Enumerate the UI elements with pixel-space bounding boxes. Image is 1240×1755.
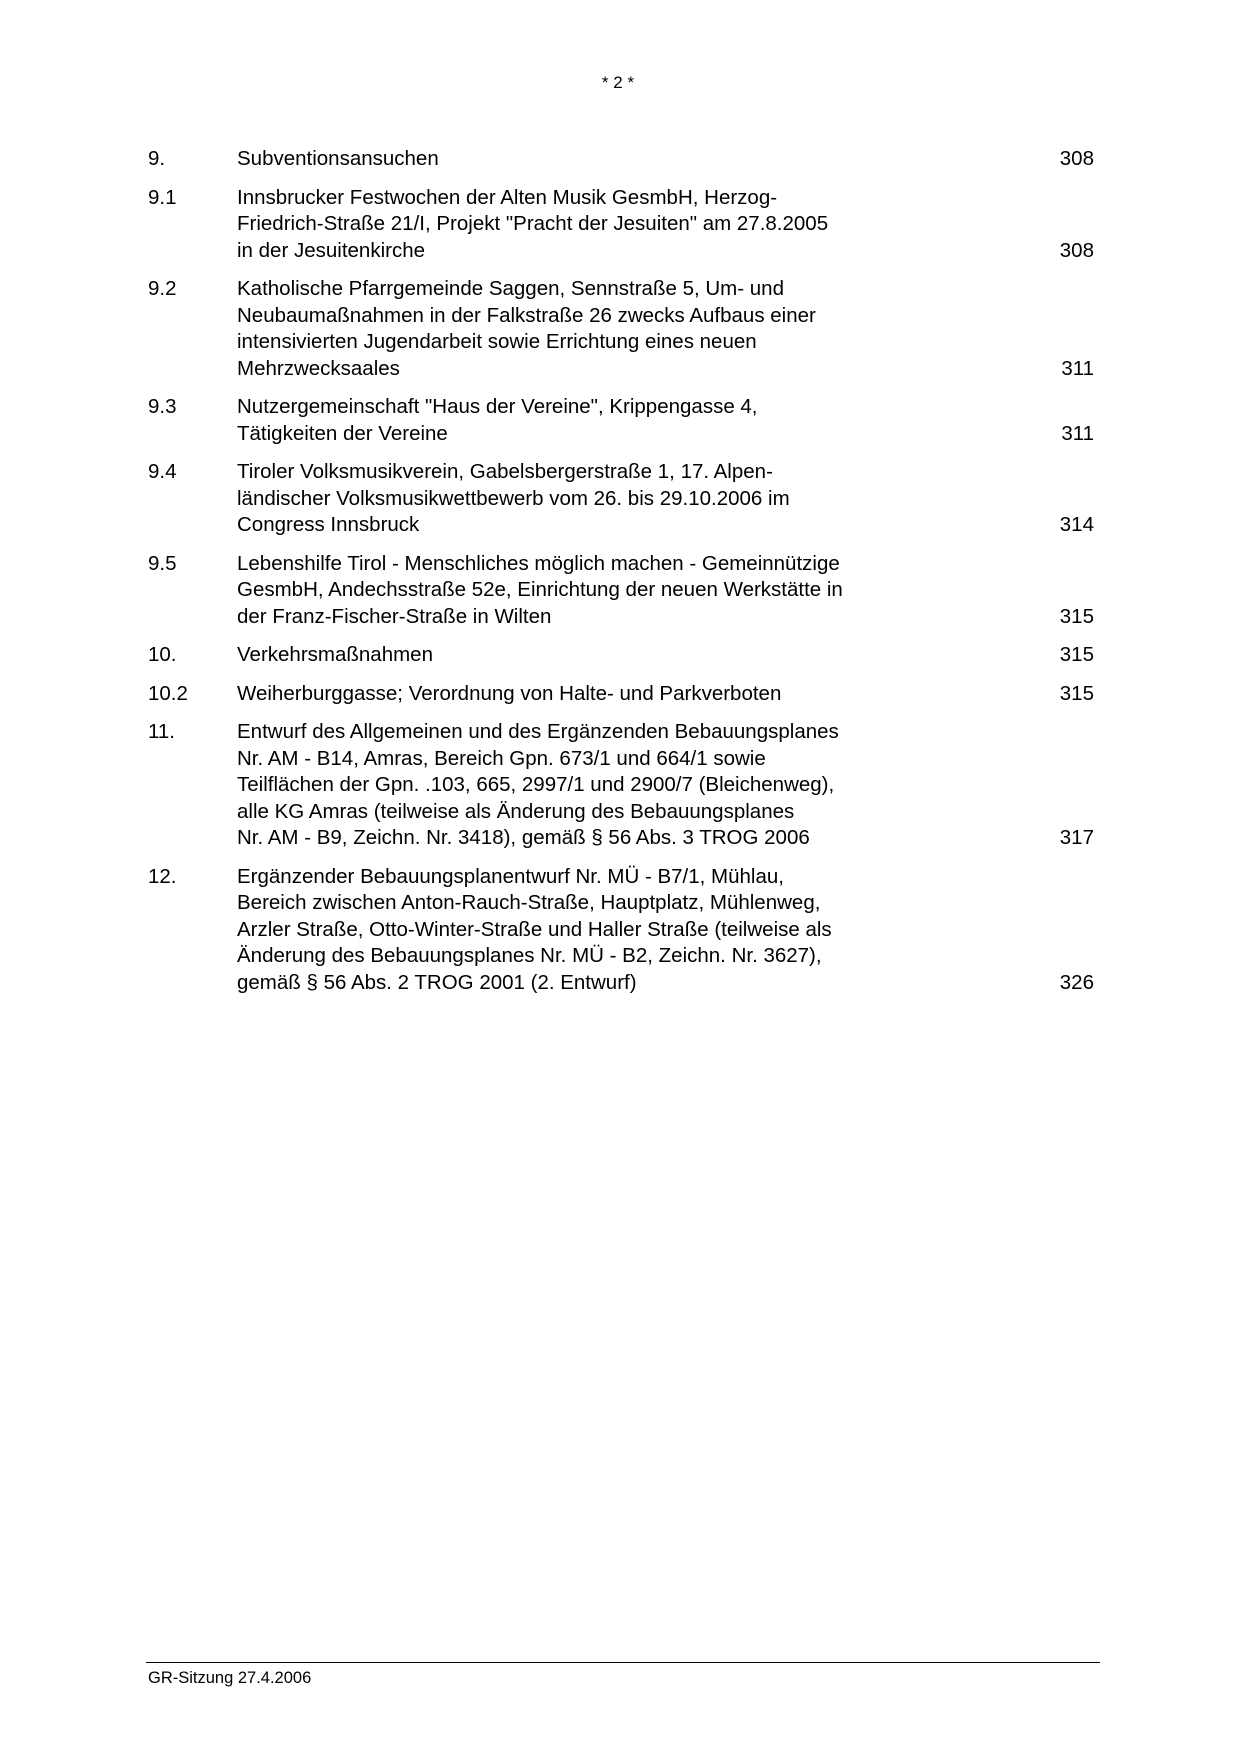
toc-entry-number: 9.3 [148,395,177,418]
toc-entry-title-line: intensivierten Jugendarbeit sowie Errichtung eines neuen [237,330,757,353]
toc-entry-title-line: Arzler Straße, Otto-Winter-Straße und Haller Straße (teilweise als [237,917,832,941]
page-number: * 2 * [601,73,635,92]
toc-entry-title-line: Bereich zwischen Anton-Rauch-Straße, Hauptplatz, Mühlenweg, [237,891,821,914]
footer-divider [146,1662,1100,1663]
toc-entry-page-number: 308 [1059,238,1094,262]
toc-entry-title-line: Tiroler Volksmusikverein, Gabelsbergerstraße 1, 17. Alpen- [237,460,773,483]
toc-entry [148,276,1098,382]
toc-entry [148,551,1098,631]
toc-entry-title-line: Nutzergemeinschaft "Haus der Vereine", Krippengasse 4, [237,395,758,418]
toc-entry-title-line: ländischer Volksmusikwettbewerb vom 26. bis 29.10.2006 im [237,486,790,510]
toc-entry-title-line: GesmbH, Andechsstraße 52e, Einrichtung der neuen Werkstätte in [237,578,843,601]
toc-entry-title [237,276,957,382]
toc-entry-title-line: gemäß § 56 Abs. 2 TROG 2001 (2. Entwurf) [237,970,637,994]
toc-entry-page-number: 315 [1059,643,1094,666]
toc-entry-title [237,551,957,631]
toc-entry-number: 9.4 [148,460,177,483]
toc-entry-title-line: Lebenshilfe Tirol - Menschliches möglich machen - Gemeinnützige [237,551,840,575]
toc-entry-page-number: 326 [1059,970,1094,994]
toc-entry-title-line: Subventionsansuchen [237,147,439,170]
toc-entry-title-line: Tätigkeiten der Vereine [237,421,448,445]
toc-entry-title-line: Neubaumaßnahmen in der Falkstraße 26 zwecks Aufbaus einer [237,303,816,327]
toc-entry [148,642,1098,669]
toc-entry-title-line: Teilflächen der Gpn. .103, 665, 2997/1 und 2900/7 (Bleichenweg), [237,773,835,796]
toc-entry-number: 9.1 [148,185,177,209]
toc-entry-number: 10. [148,643,177,666]
toc-entry-title-line: Änderung des Bebauungsplanes Nr. MÜ - B2, Zeichn. Nr. 3627), [237,944,822,967]
toc-entry-page-number: 315 [1059,604,1094,628]
toc-entry-title [237,146,957,173]
toc-entry-title-line: Entwurf des Allgemeinen und des Ergänzenden Bebauungsplanes [237,720,839,743]
toc-entry-title-line: in der Jesuitenkirche [237,238,426,262]
toc-entry-title-line: Weiherburggasse; Verordnung von Halte- und Parkverboten [237,681,782,705]
toc-entry [148,394,1098,447]
toc-entry-title [237,642,957,669]
table-of-contents [148,146,1098,1008]
toc-entry-title [237,719,957,852]
footer-session-date: GR-Sitzung 27.4.2006 [148,1669,312,1687]
toc-entry-title-line: Congress Innsbruck [237,513,420,536]
toc-entry-title-line: Friedrich-Straße 21/I, Projekt "Pracht der Jesuiten" am 27.8.2005 [237,212,829,235]
toc-entry-page-number: 314 [1059,513,1094,536]
toc-entry-number: 9.5 [148,551,177,575]
toc-entry-title-line: der Franz-Fischer-Straße in Wilten [237,604,552,628]
toc-entry-title-line: Nr. AM - B9, Zeichn. Nr. 3418), gemäß § 56 Abs. 3 TROG 2006 [237,826,810,849]
toc-entry-title [237,864,957,997]
toc-entry [148,185,1098,265]
toc-entry [148,459,1098,539]
toc-entry-page-number: 315 [1059,681,1094,705]
toc-entry [148,146,1098,173]
toc-entry-title-line: Verkehrsmaßnahmen [237,643,433,666]
toc-entry-title [237,394,957,447]
toc-entry-page-number: 311 [1061,356,1094,380]
toc-entry-title-line: Katholische Pfarrgemeinde Saggen, Sennstraße 5, Um- und [237,277,784,300]
toc-entry [148,681,1098,708]
toc-entry-number: 9. [148,147,166,170]
toc-entry-title-line: alle KG Amras (teilweise als Änderung des Bebauungsplanes [237,799,795,823]
toc-entry-number: 11. [148,720,175,743]
toc-entry-number: 10.2 [148,681,188,705]
toc-entry [148,719,1098,852]
toc-entry-title [237,459,957,539]
toc-entry-page-number: 317 [1059,826,1094,849]
toc-entry [148,864,1098,997]
toc-entry-title-line: Innsbrucker Festwochen der Alten Musik GesmbH, Herzog- [237,185,778,209]
toc-entry-number: 12. [148,864,177,888]
toc-entry-title-line: Ergänzender Bebauungsplanentwurf Nr. MÜ - B7/1, Mühlau, [237,864,784,888]
toc-entry-title [237,681,957,708]
toc-entry-page-number: 308 [1059,147,1094,170]
toc-entry-title-line: Mehrzwecksaales [237,356,400,380]
toc-entry-page-number: 311 [1061,421,1094,445]
toc-entry-number: 9.2 [148,277,177,300]
toc-entry-title-line: Nr. AM - B14, Amras, Bereich Gpn. 673/1 und 664/1 sowie [237,746,766,770]
toc-entry-title [237,185,957,265]
